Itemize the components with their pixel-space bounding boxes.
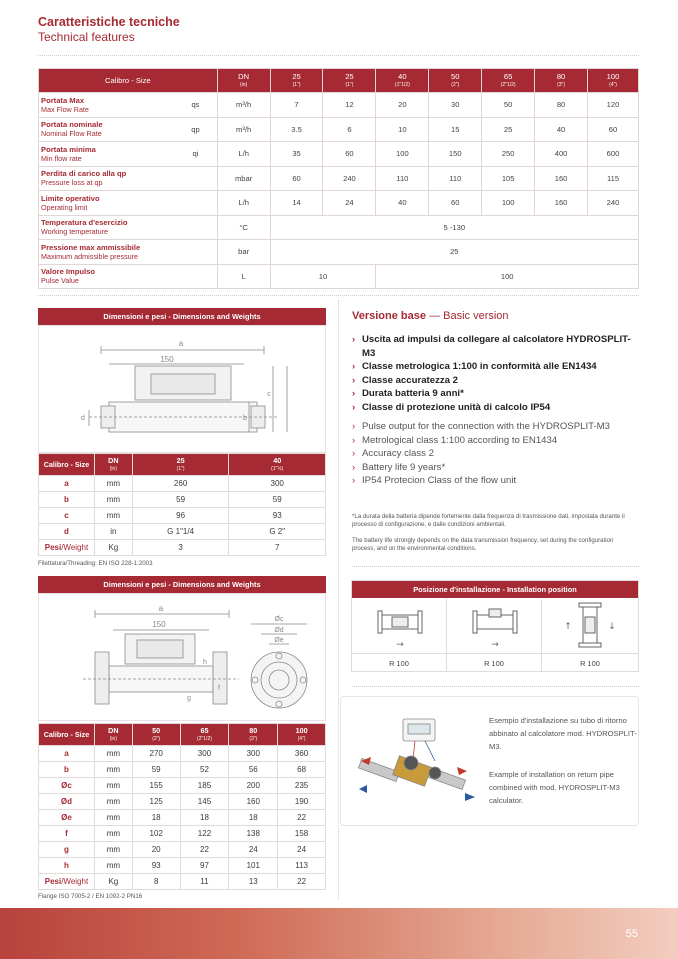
divider bbox=[38, 55, 639, 56]
list-item: › Classe accuratezza 2 bbox=[352, 374, 632, 388]
dimension-key: Øc bbox=[39, 778, 95, 794]
svg-text:c: c bbox=[267, 391, 271, 398]
table-row bbox=[39, 858, 326, 874]
col-header: 65 (2"1/2) bbox=[482, 69, 535, 93]
col-header: 80 (3") bbox=[229, 724, 278, 746]
weight-key: Pesi/Weight bbox=[39, 874, 95, 890]
table-row bbox=[39, 117, 639, 142]
table-cell: 93 bbox=[229, 508, 326, 524]
table-cell: 235 bbox=[278, 778, 326, 794]
row-label: Pressione max ammissibile Maximum admissible pressure bbox=[39, 240, 218, 265]
row-unit: mbar bbox=[217, 166, 270, 191]
list-item: › Classe di protezione unità di calcolo IP54 bbox=[352, 401, 632, 415]
table-cell: 190 bbox=[278, 794, 326, 810]
row-unit: L/h bbox=[217, 142, 270, 167]
table-cell: 400 bbox=[535, 142, 588, 167]
install-label: R 100 bbox=[542, 653, 638, 672]
row-unit: °C bbox=[217, 215, 270, 240]
table-row bbox=[39, 778, 326, 794]
table-row bbox=[39, 492, 326, 508]
features-list-it bbox=[352, 333, 632, 415]
size-header: Calibro - Size bbox=[39, 724, 95, 746]
dimension-key: h bbox=[39, 858, 95, 874]
table-cell: 105 bbox=[482, 166, 535, 191]
table-cell: 138 bbox=[229, 826, 278, 842]
table-cell: 97 bbox=[180, 858, 229, 874]
svg-text:→: → bbox=[396, 640, 404, 650]
list-item: › Pulse output for the connection with the HYDROSPLIT-M3 bbox=[352, 420, 632, 434]
dimension-unit: mm bbox=[94, 476, 132, 492]
table-cell: 60 bbox=[270, 166, 323, 191]
table-cell: 100 bbox=[376, 142, 429, 167]
row-symbol: qs bbox=[174, 93, 217, 118]
table-cell: 22 bbox=[278, 874, 326, 890]
page-title: Caratteristiche tecniche bbox=[38, 15, 180, 29]
table-cell: 300 bbox=[229, 476, 326, 492]
table-cell: 160 bbox=[229, 794, 278, 810]
table-row bbox=[39, 810, 326, 826]
table-cell: 125 bbox=[132, 794, 180, 810]
table-cell: 102 bbox=[132, 826, 180, 842]
pipe-horizontal-top-icon bbox=[447, 599, 542, 653]
table-cell: 7 bbox=[270, 93, 323, 118]
installation-title: Posizione d'installazione - Installation position bbox=[352, 581, 638, 598]
dimension-unit: mm bbox=[94, 492, 132, 508]
col-header: DN (in) bbox=[94, 454, 132, 476]
table-cell: 40 bbox=[376, 191, 429, 216]
dimension-unit: mm bbox=[94, 810, 132, 826]
table-cell: 60 bbox=[588, 117, 639, 142]
table-cell: 24 bbox=[323, 191, 376, 216]
meter-drawing-flanged bbox=[38, 593, 326, 721]
table-cell: 113 bbox=[278, 858, 326, 874]
list-item: › IP54 Protecion Class of the flow unit bbox=[352, 474, 632, 488]
table-cell: 100 bbox=[482, 191, 535, 216]
col-header: 25 (1") bbox=[132, 454, 229, 476]
list-item: › Metrological class 1:100 according to EN1434 bbox=[352, 434, 632, 448]
dimension-key: c bbox=[39, 508, 95, 524]
table-cell: 600 bbox=[588, 142, 639, 167]
table-cell: 18 bbox=[180, 810, 229, 826]
table-cell: 240 bbox=[323, 166, 376, 191]
table-row bbox=[39, 508, 326, 524]
dimensions-title: Dimensioni e pesi - Dimensions and Weights bbox=[38, 308, 326, 325]
table-cell: 300 bbox=[229, 746, 278, 762]
table-cell: 10 bbox=[270, 264, 376, 289]
table-cell: 35 bbox=[270, 142, 323, 167]
svg-text:Øe: Øe bbox=[274, 637, 284, 644]
row-label: Temperatura d'esercizio Working temperature bbox=[39, 215, 218, 240]
table-cell: 68 bbox=[278, 762, 326, 778]
table-cell: 100 bbox=[376, 264, 639, 289]
table-cell: 360 bbox=[278, 746, 326, 762]
row-unit: m³/h bbox=[217, 93, 270, 118]
col-header: 40 (1"½) bbox=[229, 454, 326, 476]
table-cell: 80 bbox=[535, 93, 588, 118]
table-cell: 270 bbox=[132, 746, 180, 762]
table-cell: 145 bbox=[180, 794, 229, 810]
table-cell: 22 bbox=[278, 810, 326, 826]
table-cell: 110 bbox=[429, 166, 482, 191]
dimension-key: f bbox=[39, 826, 95, 842]
svg-text:f: f bbox=[218, 685, 220, 692]
table-row bbox=[39, 540, 326, 556]
dimension-key: b bbox=[39, 492, 95, 508]
table-cell: 10 bbox=[376, 117, 429, 142]
features-list-en bbox=[352, 420, 632, 488]
table-cell: 115 bbox=[588, 166, 639, 191]
table-cell: 24 bbox=[278, 842, 326, 858]
install-vertical bbox=[542, 599, 637, 653]
svg-text:a: a bbox=[178, 339, 184, 348]
table-cell: 20 bbox=[132, 842, 180, 858]
table-cell: 300 bbox=[180, 746, 229, 762]
install-label: R 100 bbox=[352, 653, 447, 672]
pipe-horizontal-icon bbox=[352, 599, 447, 653]
list-item: › Classe metrologica 1:100 in conformità alle EN1434 bbox=[352, 360, 632, 374]
svg-text:g: g bbox=[187, 695, 191, 702]
table-cell: 25 bbox=[482, 117, 535, 142]
row-symbol bbox=[174, 166, 217, 191]
table-cell: 40 bbox=[535, 117, 588, 142]
table-row bbox=[39, 264, 639, 289]
dimension-unit: in bbox=[94, 524, 132, 540]
dimension-key: d bbox=[39, 524, 95, 540]
table-cell: 60 bbox=[323, 142, 376, 167]
table-row bbox=[39, 191, 639, 216]
row-label: Perdita di carico alla qp Pressure loss at qp bbox=[39, 166, 175, 191]
table-row bbox=[39, 842, 326, 858]
table-row bbox=[39, 762, 326, 778]
table-row bbox=[39, 93, 639, 118]
svg-text:Øc: Øc bbox=[274, 616, 284, 623]
list-item: › Durata batteria 9 anni* bbox=[352, 387, 632, 401]
table-cell: 122 bbox=[180, 826, 229, 842]
table-cell: 5 -130 bbox=[270, 215, 638, 240]
table-row bbox=[39, 826, 326, 842]
page-subtitle: Technical features bbox=[38, 30, 135, 44]
table-cell: 25 bbox=[270, 240, 638, 265]
meter-drawing-threaded bbox=[38, 325, 326, 453]
dimensions-table-threaded bbox=[38, 453, 326, 556]
table-row bbox=[39, 874, 326, 890]
flange-note: Flange ISO 7005-2 / EN 1092-2 PN16 bbox=[38, 893, 143, 900]
svg-text:b: b bbox=[243, 415, 247, 422]
dimension-key: a bbox=[39, 476, 95, 492]
row-unit: L bbox=[217, 264, 270, 289]
example-text-it: Esempio d'installazione su tubo di ritorno abbinato al calcolatore mod. HYDROSPLIT-M3. bbox=[489, 716, 637, 751]
dimension-key: Øe bbox=[39, 810, 95, 826]
svg-text:150: 150 bbox=[152, 620, 166, 629]
list-item: › Battery life 9 years* bbox=[352, 461, 632, 475]
row-symbol: qi bbox=[174, 142, 217, 167]
dimension-unit: mm bbox=[94, 826, 132, 842]
table-cell: 260 bbox=[132, 476, 229, 492]
weight-unit: Kg bbox=[94, 874, 132, 890]
table-cell: 13 bbox=[229, 874, 278, 890]
row-unit: bar bbox=[217, 240, 270, 265]
table-cell: 59 bbox=[229, 492, 326, 508]
table-cell: 59 bbox=[132, 762, 180, 778]
row-label: Portata minima Min flow rate bbox=[39, 142, 175, 167]
table-cell: 12 bbox=[323, 93, 376, 118]
dimension-unit: mm bbox=[94, 858, 132, 874]
installation-example-box bbox=[340, 696, 639, 826]
col-header: 25 (1") bbox=[270, 69, 323, 93]
table-cell: 96 bbox=[132, 508, 229, 524]
install-label: R 100 bbox=[447, 653, 542, 672]
row-label: Portata nominale Nominal Flow Rate bbox=[39, 117, 175, 142]
example-text-en: Example of installation on return pipe combined with mod. HYDROSPLIT-M3 calculator. bbox=[489, 770, 620, 805]
col-header: 100 (4") bbox=[278, 724, 326, 746]
installation-position-box bbox=[351, 580, 639, 672]
version-title: Versione base — Basic version bbox=[352, 310, 509, 322]
battery-note-it: *La durata della batteria dipende fortemente dalla frequenza di trasmissione dati, impostata durante il processo di configurazione, e dalle condizioni ambientali. bbox=[352, 513, 625, 528]
table-cell: 22 bbox=[180, 842, 229, 858]
dimension-unit: mm bbox=[94, 762, 132, 778]
table-cell: 15 bbox=[429, 117, 482, 142]
installation-illustration bbox=[355, 715, 480, 810]
table-cell: 30 bbox=[429, 93, 482, 118]
svg-text:h: h bbox=[203, 659, 207, 666]
size-header: Calibro - Size bbox=[39, 69, 218, 93]
install-horizontal-2 bbox=[447, 599, 542, 653]
table-cell: 50 bbox=[482, 93, 535, 118]
col-header: 25 (1") bbox=[323, 69, 376, 93]
table-cell: G 2" bbox=[229, 524, 326, 540]
table-row bbox=[39, 746, 326, 762]
col-header: DN (in) bbox=[217, 69, 270, 93]
table-cell: 250 bbox=[482, 142, 535, 167]
column-divider bbox=[338, 300, 339, 900]
table-cell: 59 bbox=[132, 492, 229, 508]
table-cell: 8 bbox=[132, 874, 180, 890]
col-header: 40 (1"1/2) bbox=[376, 69, 429, 93]
svg-text:→: → bbox=[491, 640, 499, 650]
install-horizontal-1 bbox=[352, 599, 447, 653]
table-cell: 185 bbox=[180, 778, 229, 794]
battery-note-en: The battery life strongly depends on the data transmission frequency, set during the configuration process, and on the environmental conditions. bbox=[352, 537, 614, 552]
table-cell: 24 bbox=[229, 842, 278, 858]
pipe-vertical-icon bbox=[542, 599, 638, 653]
size-header: Calibro - Size bbox=[39, 454, 95, 476]
col-header: 65 (2"1/2) bbox=[180, 724, 229, 746]
divider bbox=[352, 686, 639, 687]
dimension-key: Ød bbox=[39, 794, 95, 810]
table-row bbox=[39, 794, 326, 810]
table-cell: 60 bbox=[429, 191, 482, 216]
table-cell: 101 bbox=[229, 858, 278, 874]
dimension-key: g bbox=[39, 842, 95, 858]
table-cell: 6 bbox=[323, 117, 376, 142]
list-item: › Uscita ad impulsi da collegare al calcolatore HYDROSPLIT-M3 bbox=[352, 333, 632, 360]
table-cell: 7 bbox=[229, 540, 326, 556]
table-row bbox=[39, 166, 639, 191]
table-row bbox=[39, 524, 326, 540]
footer-band bbox=[0, 908, 678, 959]
svg-text:a: a bbox=[158, 604, 164, 613]
table-cell: 3 bbox=[132, 540, 229, 556]
table-cell: 200 bbox=[229, 778, 278, 794]
row-label: Portata Max Max Flow Rate bbox=[39, 93, 175, 118]
table-row bbox=[39, 476, 326, 492]
row-symbol: qp bbox=[174, 117, 217, 142]
col-header: DN (in) bbox=[94, 724, 132, 746]
svg-text:↑: ↑ bbox=[564, 622, 572, 632]
divider bbox=[38, 295, 639, 296]
table-cell: 11 bbox=[180, 874, 229, 890]
table-cell: 20 bbox=[376, 93, 429, 118]
dimension-key: a bbox=[39, 746, 95, 762]
table-cell: 155 bbox=[132, 778, 180, 794]
table-cell: 18 bbox=[229, 810, 278, 826]
dimension-unit: mm bbox=[94, 794, 132, 810]
divider bbox=[352, 566, 639, 567]
row-symbol bbox=[174, 191, 217, 216]
table-cell: 56 bbox=[229, 762, 278, 778]
table-cell: 160 bbox=[535, 191, 588, 216]
col-header: 50 (2") bbox=[429, 69, 482, 93]
svg-text:↓: ↓ bbox=[608, 622, 616, 632]
dimension-unit: mm bbox=[94, 778, 132, 794]
row-label: Valore Impulso Pulse Value bbox=[39, 264, 218, 289]
table-cell: 240 bbox=[588, 191, 639, 216]
table-row bbox=[39, 215, 639, 240]
table-cell: 160 bbox=[535, 166, 588, 191]
page-number: 55 bbox=[625, 928, 638, 940]
row-unit: L/h bbox=[217, 191, 270, 216]
dimension-unit: mm bbox=[94, 746, 132, 762]
table-row bbox=[39, 142, 639, 167]
dimension-key: b bbox=[39, 762, 95, 778]
dimension-unit: mm bbox=[94, 842, 132, 858]
row-label: Limite operativo Operating limit bbox=[39, 191, 175, 216]
table-cell: 150 bbox=[429, 142, 482, 167]
list-item: › Accuracy class 2 bbox=[352, 447, 632, 461]
svg-text:d: d bbox=[81, 415, 85, 422]
table-cell: 93 bbox=[132, 858, 180, 874]
table-cell: 110 bbox=[376, 166, 429, 191]
dimensions-title-flanged: Dimensioni e pesi - Dimensions and Weights bbox=[38, 576, 326, 593]
dimensions-table-flanged bbox=[38, 723, 326, 890]
table-cell: 52 bbox=[180, 762, 229, 778]
col-header: 100 (4") bbox=[588, 69, 639, 93]
row-unit: m³/h bbox=[217, 117, 270, 142]
col-header: 80 (3") bbox=[535, 69, 588, 93]
svg-text:150: 150 bbox=[160, 355, 174, 364]
threading-note: Filettatura/Threading: EN ISO 228-1:2003 bbox=[38, 560, 153, 567]
table-cell: 3.5 bbox=[270, 117, 323, 142]
table-cell: 158 bbox=[278, 826, 326, 842]
technical-features-table bbox=[38, 68, 639, 289]
weight-key: Pesi/Weight bbox=[39, 540, 95, 556]
dimension-unit: mm bbox=[94, 508, 132, 524]
weight-unit: Kg bbox=[94, 540, 132, 556]
svg-text:Ød: Ød bbox=[274, 627, 284, 634]
table-cell: 18 bbox=[132, 810, 180, 826]
col-header: 50 (2") bbox=[132, 724, 180, 746]
table-cell: 14 bbox=[270, 191, 323, 216]
table-cell: G 1"1/4 bbox=[132, 524, 229, 540]
table-cell: 120 bbox=[588, 93, 639, 118]
table-row bbox=[39, 240, 639, 265]
